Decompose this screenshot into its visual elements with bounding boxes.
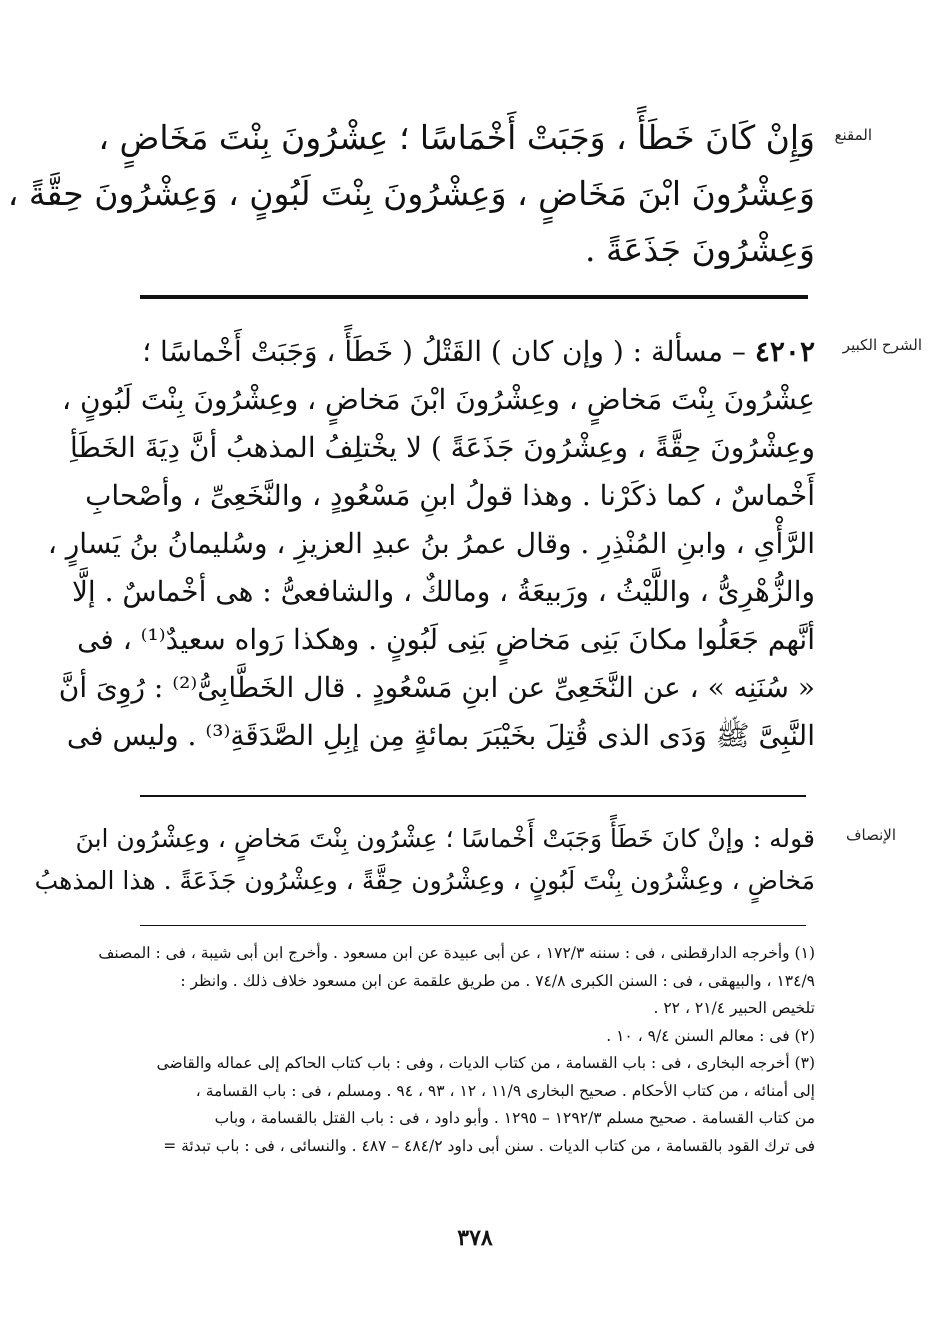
footnotes bbox=[98, 940, 815, 1160]
section-divider-thin bbox=[140, 795, 806, 797]
footnote-line: إلى أمنائه ، من كتاب الأحكام . صحيح البخارى ١١/٩ ، ١٢ ، ٩٣ ، ٩٤ . ومسلم ، فى : باب القسامة ، bbox=[195, 1081, 815, 1100]
footnote-line: (١) وأخرجه الدارقطنى ، فى : سننه ١٧٢/٣ ، عن أبى عبيدة عن ابن مسعود . وأخرج ابن أبى شيبة ، فى : المصنف bbox=[98, 944, 815, 962]
footnote-line: فى ترك القود بالقسامة ، من كتاب الديات . سنن أبى داود ٤٨٤/٢ – ٤٨٧ . والنسائى ، فى : باب تبدئة = bbox=[163, 1136, 815, 1155]
muqni-line: وَعِشْرُونَ جَذَعَةً . bbox=[584, 230, 815, 269]
footnote-divider bbox=[140, 925, 806, 926]
page-number: ٣٧٨ bbox=[457, 1225, 493, 1251]
footnote-line: تلخيص الحبير ٢١/٤ ، ٢٢ . bbox=[653, 999, 815, 1017]
issue-number: ٤٢٠٢ bbox=[754, 335, 815, 368]
insaf-text bbox=[34, 818, 815, 902]
side-label-sharh: الشرح الكبير bbox=[842, 336, 922, 354]
muqni-line: وَإِنْ كَانَ خَطَأً ، وَجَبَتْ أَخْمَاسًا ؛ عِشْرُونَ بِنْتَ مَخَاضٍ ، bbox=[98, 118, 815, 157]
sharh-line: وعِشْرُونَ حِقَّةً ، وعِشْرُونَ جَذَعَةً ) لا يخْتلِفُ المذهبُ أنَّ دِيَةَ الخَطَأِ bbox=[69, 431, 815, 464]
muqni-text bbox=[7, 110, 815, 278]
footnote-line: (٣) أخرجه البخارى ، فى : باب القسامة ، من كتاب الديات ، وفى : باب كتاب الحاكم إلى عماله والقاضى bbox=[156, 1054, 815, 1072]
sharh-line: « سُنَنِه » ، عن النَّخَعِىِّ عن ابنِ مَسْعُودٍ . قال الخَطَّابِىُّ⁽²⁾ : رُوِىَ أنَّ bbox=[58, 671, 815, 704]
sharh-line: الرَّأْىِ ، وابنِ المُنْذِرِ . وقال عمرُ بنُ عبدِ العزيزِ ، وسُليمانُ بنُ يَسارٍ ، bbox=[47, 527, 815, 560]
side-label-insaf: الإنصاف bbox=[845, 826, 896, 844]
sharh-text bbox=[47, 328, 815, 760]
footnote-line: (٢) فى : معالم السنن ٩/٤ ، ١٠ . bbox=[606, 1026, 815, 1045]
sharh-line: عِشْرُونَ بِنْتَ مَخاضٍ ، وعِشْرُونَ ابْنَ مَخاضٍ ، وعِشْرُونَ بِنْتَ لَبُونٍ ، bbox=[62, 383, 815, 416]
insaf-line: قوله : وإنْ كانَ خَطَأً وَجَبَتْ أَخْماسًا ؛ عِشْرُون بِنْتَ مَخاضٍ ، وعِشْرُون ابنَ bbox=[75, 824, 815, 853]
footnote-line: من كتاب القسامة . صحيح مسلم ١٢٩٢/٣ – ١٢٩٥ . وأبو داود ، فى : باب القتل بالقسامة ، وباب bbox=[214, 1109, 815, 1127]
sharh-line: النَّبِىَّ ﷺ وَدَى الذى قُتِلَ بخَيْبَرَ بمائةٍ مِن إبِلِ الصَّدَقَةِ⁽³⁾ . وليس فى bbox=[66, 719, 815, 752]
section-divider-thick bbox=[140, 295, 808, 299]
side-label-muqni: المقنع bbox=[834, 126, 872, 144]
footnote-line: ١٣٤/٩ ، والبيهقى ، فى : السنن الكبرى ٧٤/٨ . من طريق علقمة عن ابن مسعود خلاف ذلك . وانظر : bbox=[180, 971, 815, 990]
sharh-line: أنَّهم جَعَلُوا مكانَ بَنِى مَخاضٍ بَنِى لَبُونٍ . وهكذا رَواه سعيدٌ⁽¹⁾ ، فى bbox=[77, 623, 815, 656]
muqni-line: وَعِشْرُونَ ابْنَ مَخَاضٍ ، وَعِشْرُونَ بِنْتَ لَبُونٍ ، وَعِشْرُونَ حِقَّةً ، bbox=[7, 174, 815, 213]
sharh-first-line bbox=[135, 328, 815, 376]
sharh-line: أَخْماسٌ ، كما ذكَرْنا . وهذا قولُ ابنِ مَسْعُودٍ ، والنَّخَعِىِّ ، وأصْحابِ bbox=[85, 479, 815, 512]
insaf-line: مَخاضٍ ، وعِشْرُون بِنْتَ لَبُونٍ ، وعِشْرُون حِقَّةً ، وعِشْرُون جَذَعَةً . هذا المذهبُ bbox=[34, 866, 815, 895]
sharh-line: والزُّهْرِىُّ ، واللَّيْثُ ، ورَبيعَةُ ، ومالكٌ ، والشافعىُّ : هى أخْماسٌ . إلَّا bbox=[71, 575, 815, 608]
sharh-first-line-text: – مسألة : ( وإن كان ) القَتْلُ ( خَطَأً ، وَجَبَتْ أَخْماسًا ؛ bbox=[142, 335, 746, 368]
